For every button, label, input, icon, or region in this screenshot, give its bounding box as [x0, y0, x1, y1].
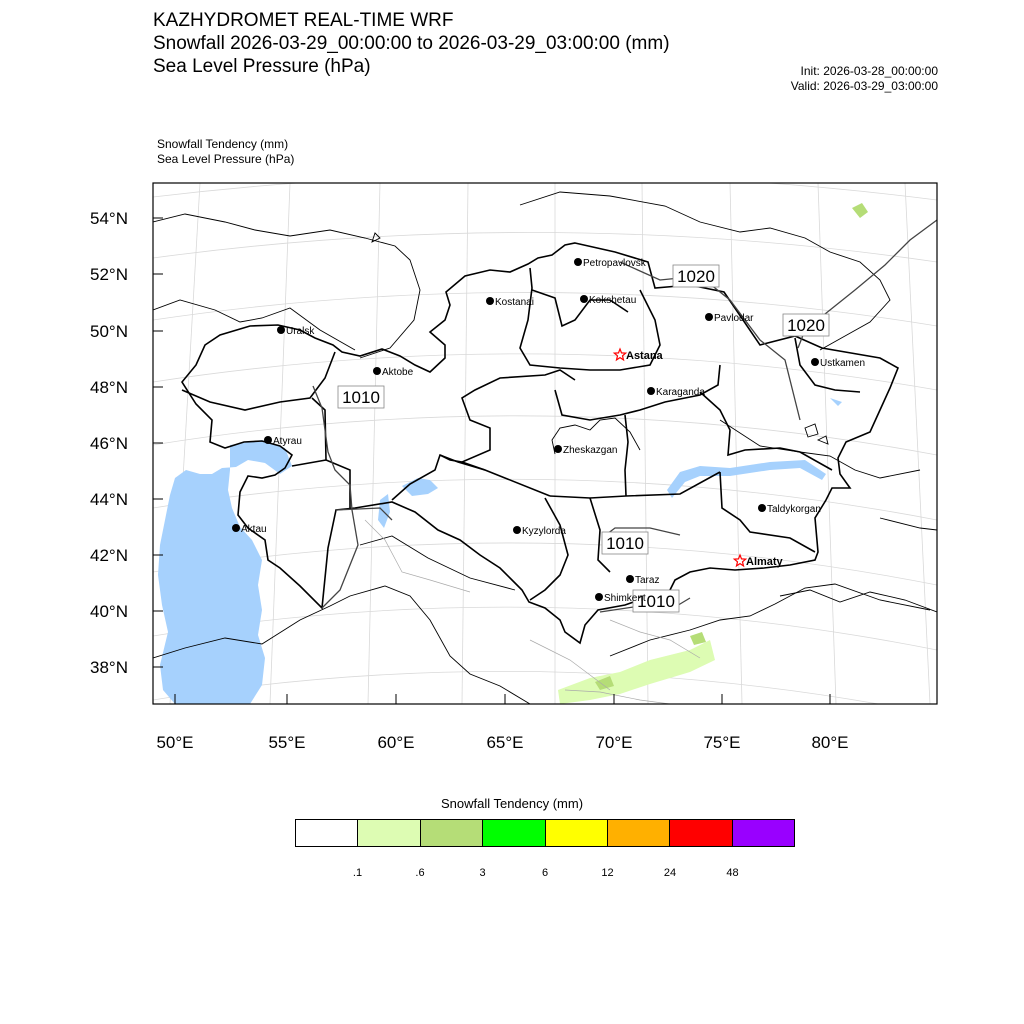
- legend-swatch: [296, 820, 358, 846]
- legend-swatch: [483, 820, 545, 846]
- init-time: Init: 2026-03-28_00:00:00: [800, 64, 938, 78]
- lat-tick-label: 50°N: [90, 322, 128, 341]
- isobar-label: [673, 265, 719, 287]
- legend-swatch: [421, 820, 483, 846]
- main-title: KAZHYDROMET REAL-TIME WRF: [153, 10, 454, 31]
- legend-colorbar: [295, 819, 795, 847]
- lon-tick-label: 65°E: [486, 733, 524, 752]
- legend-swatch: [670, 820, 732, 846]
- lon-tick-label: 70°E: [595, 733, 633, 752]
- legend-swatch: [733, 820, 794, 846]
- lat-tick-label: 40°N: [90, 602, 128, 621]
- city-kyzylorda: [513, 526, 566, 537]
- lat-tick-label: 42°N: [90, 546, 128, 565]
- snowfall-subtitle: Snowfall Tendency (mm): [157, 137, 289, 151]
- legend-tick-label: .1: [352, 867, 363, 879]
- city-label: Zheskazgan: [563, 445, 618, 456]
- city-label: Kokshetau: [589, 295, 637, 306]
- region-borders: [182, 268, 860, 600]
- city-dot-icon: [811, 358, 819, 366]
- lon-tick-labels: [156, 733, 848, 752]
- city-label: Ustkamen: [820, 358, 866, 369]
- legend-tick-label: 48: [726, 867, 739, 879]
- city-dot-icon: [277, 326, 285, 334]
- city-ustkamen: [811, 358, 865, 369]
- legend-swatch: [546, 820, 608, 846]
- svg-text:1010: 1010: [637, 592, 675, 611]
- city-label: Shimkent: [604, 593, 646, 604]
- lon-tick-label: 55°E: [268, 733, 306, 752]
- city-label: Karaganda: [656, 387, 705, 398]
- city-label: Kostanai: [495, 297, 534, 308]
- lat-tick-label: 54°N: [90, 209, 128, 228]
- isobar-label: [602, 532, 648, 554]
- city-dot-icon: [574, 258, 582, 266]
- valid-time: Valid: 2026-03-29_03:00:00: [790, 79, 938, 93]
- city-label: Petropavlovsk: [583, 258, 646, 269]
- snowfall-period-title: Snowfall 2026-03-29_00:00:00 to 2026-03-29_03:00:00 (mm): [153, 33, 670, 54]
- city-pavlodar: [705, 313, 754, 324]
- city-dot-icon: [264, 436, 272, 444]
- city-label: Aktobe: [382, 367, 414, 378]
- capital-star-icon: [734, 555, 745, 566]
- lat-tick-labels: [90, 209, 128, 677]
- city-taldykorgan: [758, 504, 821, 515]
- svg-text:1020: 1020: [787, 316, 825, 335]
- svg-text:1010: 1010: [606, 534, 644, 553]
- svg-text:1020: 1020: [677, 267, 715, 286]
- city-karaganda: [647, 387, 705, 398]
- city-label: Astana: [626, 350, 663, 362]
- city-label: Uralsk: [286, 326, 315, 337]
- city-dot-icon: [580, 295, 588, 303]
- city-aktobe: [373, 367, 414, 378]
- capital-star-icon: [614, 349, 625, 360]
- lat-tick-label: 46°N: [90, 434, 128, 453]
- city-dot-icon: [758, 504, 766, 512]
- city-label: Almaty: [746, 556, 783, 568]
- map-content: [153, 174, 937, 715]
- lat-tick-label: 48°N: [90, 378, 128, 397]
- lon-tick-label: 80°E: [811, 733, 849, 752]
- city-uralsk: [277, 326, 315, 337]
- city-label: Aktau: [241, 524, 267, 535]
- city-dot-icon: [486, 297, 494, 305]
- legend-swatch: [358, 820, 420, 846]
- city-dot-icon: [554, 445, 562, 453]
- city-almaty: [734, 555, 783, 568]
- pressure-subtitle: Sea Level Pressure (hPa): [157, 152, 295, 166]
- lat-tick-label: 44°N: [90, 490, 128, 509]
- legend-swatch: [608, 820, 670, 846]
- city-label: Pavlodar: [714, 313, 754, 324]
- svg-text:1010: 1010: [342, 388, 380, 407]
- city-shimkent: [595, 593, 646, 604]
- water-bodies: [158, 398, 842, 704]
- lon-tick-label: 60°E: [377, 733, 415, 752]
- lon-tick-marks: [175, 694, 830, 704]
- city-dot-icon: [232, 524, 240, 532]
- city-label: Taraz: [635, 575, 660, 586]
- legend-tick-label: 24: [663, 867, 677, 879]
- isobar-label: [783, 314, 829, 336]
- city-dot-icon: [595, 593, 603, 601]
- city-kokshetau: [580, 295, 636, 306]
- city-dot-icon: [373, 367, 381, 375]
- lat-tick-label: 38°N: [90, 658, 128, 677]
- city-label: Kyzylorda: [522, 526, 566, 537]
- city-dot-icon: [513, 526, 521, 534]
- city-kostanai: [486, 297, 534, 308]
- city-label: Atyrau: [273, 436, 302, 447]
- isobar-label: [338, 386, 384, 408]
- city-dot-icon: [647, 387, 655, 395]
- pressure-title: Sea Level Pressure (hPa): [153, 56, 371, 77]
- city-zheskazgan: [554, 445, 617, 456]
- legend-tick-label: .6: [415, 867, 425, 879]
- city-dot-icon: [626, 575, 634, 583]
- city-label: Taldykorgan: [767, 504, 821, 515]
- city-taraz: [626, 575, 659, 586]
- city-dot-icon: [705, 313, 713, 321]
- legend-tick-label: 6: [541, 867, 549, 879]
- lon-tick-label: 50°E: [156, 733, 194, 752]
- city-petropavlovsk: [574, 258, 647, 269]
- legend-title: Snowfall Tendency (mm): [440, 796, 584, 811]
- lon-tick-label: 75°E: [703, 733, 741, 752]
- lat-tick-label: 52°N: [90, 265, 128, 284]
- legend-tick-label: 12: [601, 867, 614, 879]
- city-astana: [614, 349, 663, 362]
- legend-tick-label: 3: [479, 867, 486, 879]
